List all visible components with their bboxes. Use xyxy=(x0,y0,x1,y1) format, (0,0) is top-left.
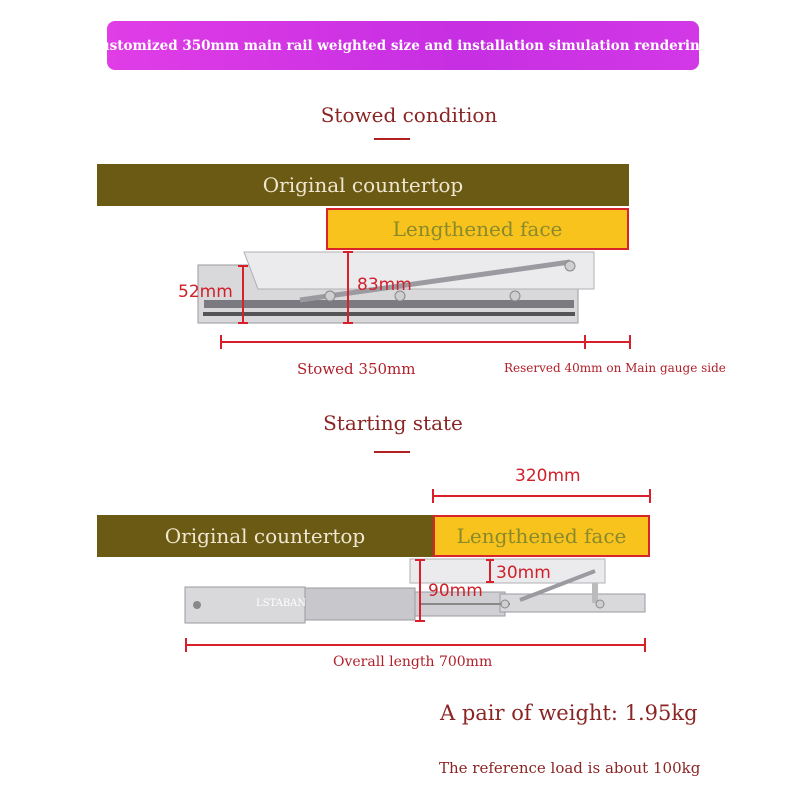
weight-spec: A pair of weight: 1.95kg xyxy=(440,701,698,725)
stowed-countertop: Original countertop xyxy=(97,164,629,206)
extension-length-label: 320mm xyxy=(515,466,581,486)
starting-countertop: Original countertop xyxy=(97,515,433,557)
stowed-length-label: Stowed 350mm xyxy=(297,360,416,378)
overall-length-label: Overall length 700mm xyxy=(333,654,493,670)
load-spec: The reference load is about 100kg xyxy=(439,759,701,777)
starting-total-height-label: 90mm xyxy=(428,581,483,601)
starting-title-underline xyxy=(374,451,410,453)
reserved-length-label: Reserved 40mm on Main gauge side xyxy=(504,361,726,375)
stowed-lengthened-face: Lengthened face xyxy=(326,208,629,250)
stowed-rail-height-label: 52mm xyxy=(178,282,233,302)
starting-title: Starting state xyxy=(323,411,463,435)
header-banner: Customized 350mm main rail weighted size and installation simulation renderings xyxy=(107,21,699,70)
extended-slide-rail xyxy=(185,559,645,623)
stowed-total-height-label: 83mm xyxy=(357,275,412,295)
stowed-title: Stowed condition xyxy=(320,103,498,127)
brand-logo: LSTABAN xyxy=(256,598,307,609)
starting-lengthened-face: Lengthened face xyxy=(433,515,650,557)
bracket-height-label: 30mm xyxy=(496,563,551,583)
